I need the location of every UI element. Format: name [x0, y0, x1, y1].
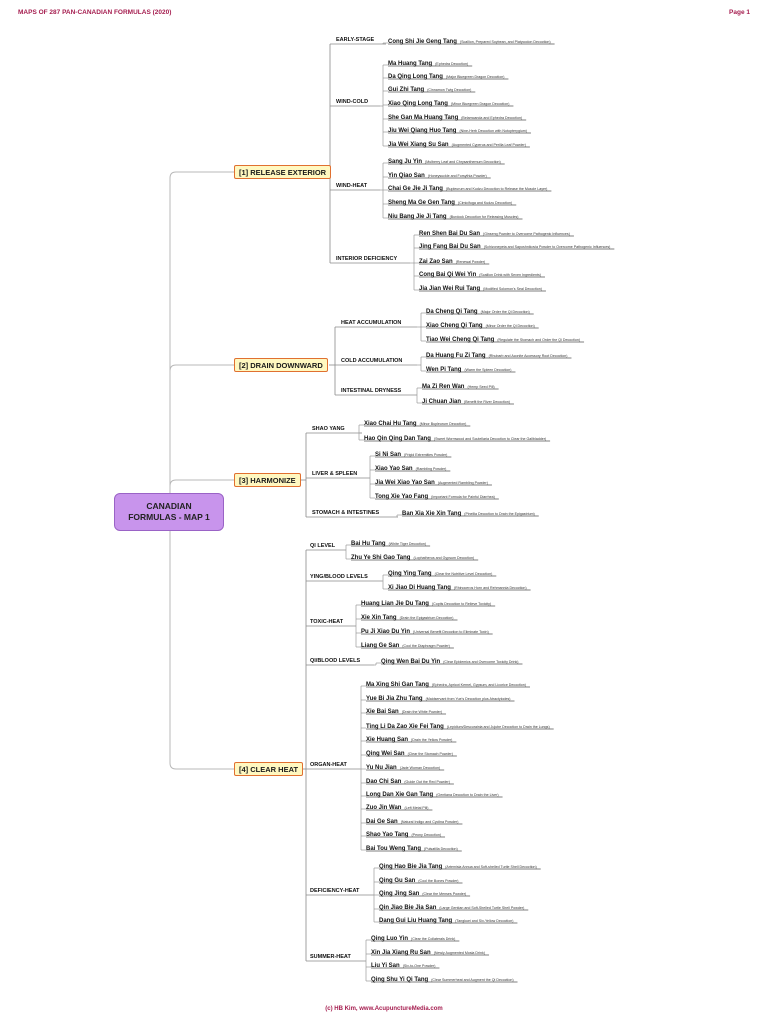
- formula-item: [426, 319, 535, 330]
- formula-translation: (Artemisia Annua and Soft-shelled Turtle Shell Decoction): [445, 865, 537, 869]
- formula-name: Cong Shi Jie Geng Tang: [388, 39, 457, 45]
- formula-item: [379, 901, 524, 912]
- formula-item: [364, 432, 546, 443]
- formula-item: [388, 124, 527, 135]
- group-label: QI/BLOOD LEVELS: [310, 658, 361, 664]
- formula-item: [388, 155, 501, 166]
- formula-name: Qing Gu San: [379, 878, 416, 884]
- formula-name: Ban Xia Xie Xin Tang: [402, 511, 462, 517]
- formula-item: [422, 380, 495, 391]
- formula-name: Hao Qin Qing Dan Tang: [364, 436, 431, 442]
- category-node: [4] CLEAR HEAT: [234, 762, 303, 776]
- formula-item: [388, 70, 504, 81]
- formula-item: [375, 476, 488, 487]
- formula-translation: (Pulsatilla Decoction): [424, 847, 458, 851]
- group-label: QI LEVEL: [310, 543, 336, 549]
- formula-translation: (Ginseng Powder to Overcome Pathogenic Influences): [483, 232, 570, 236]
- formula-translation: (Ephedra Decoction): [435, 62, 469, 66]
- formula-name: Jia Jian Wei Rui Tang: [419, 286, 481, 292]
- group-label: DEFICIENCY-HEAT: [310, 888, 360, 894]
- formula-name: Ma Zi Ren Wan: [422, 384, 465, 390]
- formula-name: Yin Qiao San: [388, 173, 425, 179]
- formula-item: [388, 210, 519, 221]
- formula-translation: (Cool the Bones Powder): [418, 879, 459, 883]
- category-connector: [170, 512, 234, 769]
- formula-item: [379, 874, 459, 885]
- formula-translation: (Rhinoceros Horn and Rehmannia Decoction): [453, 586, 527, 590]
- group-label: ORGAN-HEAT: [310, 762, 347, 768]
- formula-item: [366, 775, 450, 786]
- formula-name: Yue Bi Jia Zhu Tang: [366, 696, 423, 702]
- category-node: [3] HARMONIZE: [234, 473, 301, 487]
- formula-name: Jing Fang Bai Du San: [419, 244, 481, 250]
- formula-name: Qing Jing San: [379, 891, 420, 897]
- formula-translation: (Nine-Herb Decoction with Notopterygium): [459, 129, 527, 133]
- formula-item: [381, 655, 518, 666]
- formula-translation: (Belamcanda and Ephedra Decoction): [461, 116, 523, 120]
- formula-item: [388, 83, 471, 94]
- group-label: EARLY-STAGE: [336, 37, 375, 43]
- formula-translation: (Cool the Diaphragm Powder): [402, 644, 450, 648]
- formula-translation: (Honeysuckle and Forsythia Powder): [427, 174, 487, 178]
- formula-name: Liang Ge San: [361, 643, 400, 649]
- formula-name: Qing Wen Bai Du Yin: [381, 659, 441, 665]
- formula-translation: (Large Gentian and Soft-Shelled Turtle Shell Powder): [439, 906, 525, 910]
- formula-name: Cong Bai Qi Wei Yin: [419, 272, 477, 278]
- formula-item: [379, 887, 466, 898]
- formula-translation: (Regulate the Stomach and Order the Qi Decoction): [497, 338, 581, 342]
- formula-name: Qing Hao Bie Jia Tang: [379, 864, 443, 870]
- group-label: STOMACH & INTESTINES: [312, 510, 380, 516]
- formula-name: Qing Luo Yin: [371, 936, 408, 942]
- group-label: YING/BLOOD LEVELS: [310, 574, 368, 580]
- formula-name: Xiao Qing Long Tang: [388, 101, 448, 107]
- formula-translation: (Minor Order the Qi Decoction): [485, 324, 535, 328]
- group-label: SHAO YANG: [312, 426, 345, 432]
- formula-name: Xiao Cheng Qi Tang: [426, 323, 483, 329]
- group-label: TOXIC-HEAT: [310, 619, 344, 625]
- formula-name: Dai Ge San: [366, 819, 398, 825]
- formula-item: [366, 842, 458, 853]
- formula-name: Ren Shen Bai Du San: [419, 231, 481, 237]
- formula-item: [361, 597, 491, 608]
- formula-name: Da Cheng Qi Tang: [426, 309, 478, 315]
- formula-name: Ji Chuan Jian: [422, 399, 462, 405]
- formula-name: Sheng Ma Ge Gen Tang: [388, 200, 455, 206]
- formula-name: Liu Yi San: [371, 963, 400, 969]
- formula-translation: (Burdock Decoction for Releasing Muscles): [449, 215, 519, 219]
- formula-translation: (Natural Indigo and Cyclina Powder): [400, 820, 459, 824]
- page-number: Page 1: [729, 9, 750, 16]
- formula-translation: (Rambling Powder): [415, 467, 447, 471]
- formula-translation: (Coptis Decoction to Relieve Toxicity): [431, 602, 492, 606]
- group-label: INTERIOR DEFICIENCY: [336, 256, 398, 262]
- formula-name: Tong Xie Yao Fang: [375, 494, 429, 500]
- formula-item: [388, 111, 522, 122]
- formula-name: Pu Ji Xiao Du Yin: [361, 629, 411, 635]
- formula-item: [361, 625, 489, 636]
- formula-translation: (Jade Woman Decoction): [399, 766, 441, 770]
- formula-item: [366, 733, 452, 744]
- formula-translation: (Scallion Drink with Seven Ingredients): [479, 273, 541, 277]
- formula-name: Gui Zhi Tang: [388, 87, 425, 93]
- formula-item: [366, 815, 458, 826]
- formula-translation: (Clear the Menses Powder): [422, 892, 467, 896]
- formula-name: Niu Bang Jie Ji Tang: [388, 214, 447, 220]
- formula-translation: (Newly Augmented Mosla Drink): [433, 951, 486, 955]
- formula-name: Huang Lian Jie Du Tang: [361, 601, 429, 607]
- formula-item: [364, 417, 466, 428]
- formula-item: [388, 567, 492, 578]
- category-connector: [170, 172, 234, 512]
- formula-name: Sang Ju Yin: [388, 159, 423, 165]
- formula-item: [419, 255, 485, 266]
- formula-translation: (Clear Epidemics and Overcome Toxicity Drink): [443, 660, 519, 664]
- formula-name: Xiao Chai Hu Tang: [364, 421, 417, 427]
- formula-name: Dang Gui Liu Huang Tang: [379, 918, 453, 924]
- formula-item: [366, 720, 550, 731]
- formula-translation: (Augmented Rambling Powder): [437, 481, 488, 485]
- group-label: WIND-HEAT: [336, 183, 368, 189]
- formula-item: [371, 946, 485, 957]
- formula-translation: (Rhubarb and Aconite Accessory Root Decoction): [488, 354, 568, 358]
- formula-translation: (Pinellia Decoction to Drain the Epigastrium): [464, 512, 535, 516]
- formula-item: [426, 363, 511, 374]
- header-title: MAPS OF 287 PAN-CANADIAN FORMULAS (2020): [18, 9, 172, 16]
- formula-translation: (Hemp Seed Pill): [467, 385, 495, 389]
- formula-name: Shao Yao Tang: [366, 832, 409, 838]
- formula-name: Qing Wei San: [366, 751, 405, 757]
- formula-item: [422, 395, 510, 406]
- formula-name: Xie Huang San: [366, 737, 409, 743]
- formula-item: [388, 138, 526, 149]
- formula-item: [375, 448, 447, 459]
- formula-translation: (Guide Out the Red Powder): [404, 780, 450, 784]
- formula-name: Qing Shu Yi Qi Tang: [371, 977, 429, 983]
- group-label: LIVER & SPLEEN: [312, 471, 358, 477]
- formula-translation: (Benefit the River Decoction): [464, 400, 510, 404]
- formula-translation: (Clear the Stomach Powder): [407, 752, 453, 756]
- formula-item: [379, 914, 513, 925]
- formula-translation: (Scallion, Prepared Soybean, and Platycodon Decoction): [459, 40, 551, 44]
- formula-item: [361, 611, 454, 622]
- formula-name: Zai Zao San: [419, 259, 453, 265]
- formula-item: [388, 97, 509, 108]
- formula-name: She Gan Ma Huang Tang: [388, 115, 459, 121]
- formula-item: [388, 196, 512, 207]
- group-label: INTESTINAL DRYNESS: [341, 388, 402, 394]
- formula-item: [361, 639, 450, 650]
- formula-item: [388, 581, 527, 592]
- formula-item: [375, 490, 495, 501]
- formula-name: Jia Wei Xiang Su San: [388, 142, 449, 148]
- formula-item: [375, 462, 446, 473]
- formula-item: [419, 227, 570, 238]
- formula-translation: (Bupleurum and Kudzu Decoction to Release the Muscle Layer): [445, 187, 548, 191]
- formula-translation: (Lophatherus and Gypsum Decoction): [413, 556, 475, 560]
- formula-translation: (Lepidium/Descurainia and Jujube Decoction to Drain the Lungs): [446, 725, 550, 729]
- root-node: CANADIAN FORMULAS - MAP 1: [114, 493, 224, 531]
- formula-name: Zuo Jin Wan: [366, 805, 402, 811]
- formula-translation: (Mulberry Leaf and Chrysanthemum Decoction): [425, 160, 501, 164]
- formula-name: Ting Li Da Zao Xie Fei Tang: [366, 724, 444, 730]
- formula-item: [419, 240, 610, 251]
- formula-translation: (Clear the Nutritive Level Decoction): [434, 572, 493, 576]
- group-label: COLD ACCUMULATION: [341, 358, 403, 364]
- formula-item: [388, 57, 468, 68]
- formula-item: [366, 828, 441, 839]
- formula-name: Bai Hu Tang: [351, 541, 386, 547]
- group-label: HEAT ACCUMULATION: [341, 320, 402, 326]
- formula-translation: (Important Formula for Painful Diarrhea): [431, 495, 495, 499]
- formula-name: Yu Nu Jian: [366, 765, 397, 771]
- formula-name: Tiao Wei Cheng Qi Tang: [426, 337, 495, 343]
- formula-translation: (Tangkuei and Six-Yellow Decoction): [455, 919, 514, 923]
- formula-translation: (Drain the Epigastrium Decoction): [399, 616, 454, 620]
- formula-translation: (Clear Summerheat and Augment the Qi Decoction): [431, 978, 514, 982]
- formula-name: Bai Tou Weng Tang: [366, 846, 421, 852]
- formula-item: [426, 333, 580, 344]
- formula-translation: (Clear the Collaterals Drink): [411, 937, 456, 941]
- formula-item: [366, 788, 499, 799]
- formula-translation: (Renewal Powder): [455, 260, 486, 264]
- formula-item: [371, 959, 435, 970]
- formula-item: [419, 268, 541, 279]
- formula-translation: (Drain the Yellow Powder): [411, 738, 453, 742]
- formula-translation: (Major Bluegreen Dragon Decoction): [445, 75, 505, 79]
- formula-item: [379, 860, 537, 871]
- formula-item: [351, 537, 426, 548]
- formula-item: [371, 973, 514, 984]
- formula-translation: (Major Order the Qi Decoction): [480, 310, 530, 314]
- formula-item: [371, 932, 455, 943]
- formula-translation: (Cinnamon Twig Decoction): [427, 88, 472, 92]
- formula-name: Xin Jia Xiang Ru San: [371, 950, 431, 956]
- formula-item: [388, 169, 487, 180]
- footer-credit: (c) HB Kim, www.AcupunctureMedia.com: [325, 1006, 443, 1012]
- formula-translation: (Modified Solomon's Seal Decoction): [483, 287, 542, 291]
- formula-name: Ma Huang Tang: [388, 61, 433, 67]
- formula-item: [351, 551, 474, 562]
- formula-name: Xiao Yao San: [375, 466, 413, 472]
- formula-translation: (Left Metal Pill): [404, 806, 429, 810]
- formula-name: Jia Wei Xiao Yao San: [375, 480, 435, 486]
- category-node: [2] DRAIN DOWNWARD: [234, 358, 328, 372]
- formula-item: [366, 801, 428, 812]
- formula-item: [366, 678, 526, 689]
- formula-item: [366, 747, 453, 758]
- formula-translation: (Minor Bluegreen Dragon Decoction): [450, 102, 510, 106]
- formula-translation: (Gentiana Decoction to Drain the Liver): [436, 793, 499, 797]
- formula-translation: (Augmented Cyperus and Perilla Leaf Powder): [451, 143, 526, 147]
- formula-translation: (Sweet Wormwood and Scutellaria Decoction to Clear the Gallbladder): [433, 437, 547, 441]
- formula-translation: (Peony Decoction): [411, 833, 442, 837]
- formula-item: [388, 182, 547, 193]
- formula-name: Da Huang Fu Zi Tang: [426, 353, 486, 359]
- formula-translation: (Drain the White Powder): [401, 710, 443, 714]
- category-node: [1] RELEASE EXTERIOR: [234, 165, 331, 179]
- formula-item: [388, 35, 551, 46]
- formula-translation: (Six-to-One Powder): [402, 964, 436, 968]
- formula-item: [366, 692, 511, 703]
- formula-name: Qing Ying Tang: [388, 571, 432, 577]
- formula-name: Jiu Wei Qiang Huo Tang: [388, 128, 457, 134]
- formula-translation: (Schizonepeta and Saposhnikovia Powder to Overcome Pathogenic Influences): [483, 245, 611, 249]
- formula-translation: (Minor Bupleurum Decoction): [419, 422, 467, 426]
- formula-translation: (Maidservant from Yue's Decoction plus Atractylodes): [425, 697, 511, 701]
- formula-item: [366, 761, 440, 772]
- category-connector: [170, 365, 234, 512]
- formula-translation: (White Tiger Decoction): [388, 542, 427, 546]
- formula-item: [426, 349, 567, 360]
- formula-name: Dao Chi San: [366, 779, 402, 785]
- formula-translation: (Warm the Spleen Decoction): [464, 368, 512, 372]
- formula-name: Qin Jiao Bie Jia San: [379, 905, 437, 911]
- group-label: WIND-COLD: [336, 99, 369, 105]
- formula-item: [426, 305, 530, 316]
- formula-name: Zhu Ye Shi Gao Tang: [351, 555, 411, 561]
- formula-name: Long Dan Xie Gan Tang: [366, 792, 434, 798]
- formula-translation: (Cimicifuga and Kudzu Decoction): [457, 201, 513, 205]
- formula-translation: (Universal Benefit Decoction to Eliminate Toxin): [413, 630, 489, 634]
- group-label: SUMMER-HEAT: [310, 954, 351, 960]
- formula-name: Xie Xin Tang: [361, 615, 397, 621]
- formula-name: Ma Xing Shi Gan Tang: [366, 682, 429, 688]
- formula-name: Xie Bai San: [366, 709, 399, 715]
- formula-item: [402, 507, 535, 518]
- formula-translation: (Ephedra, Apricot Kernel, Gypsum, and Licorice Decoction): [431, 683, 526, 687]
- formula-name: Si Ni San: [375, 452, 402, 458]
- formula-name: Chai Ge Jie Ji Tang: [388, 186, 443, 192]
- formula-item: [419, 282, 542, 293]
- formula-name: Da Qing Long Tang: [388, 74, 443, 80]
- formula-name: Wen Pi Tang: [426, 367, 462, 373]
- formula-name: Xi Jiao Di Huang Tang: [388, 585, 451, 591]
- formula-translation: (Frigid Extremities Powder): [404, 453, 448, 457]
- formula-item: [366, 705, 442, 716]
